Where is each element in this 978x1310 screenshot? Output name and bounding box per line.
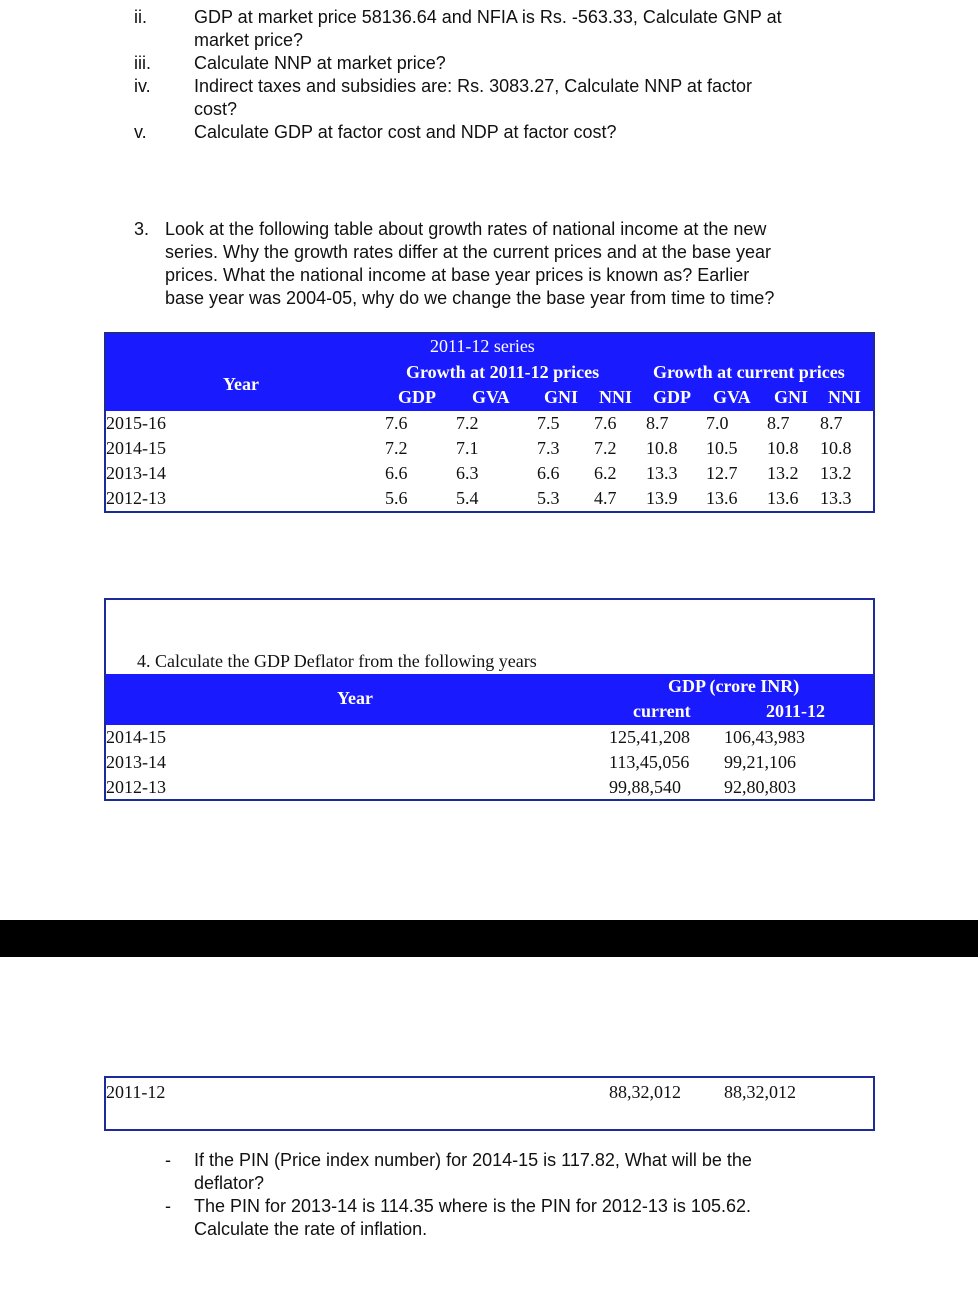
question-text: GDP at market price 58136.64 and NFIA is Rs. -563.33, Calculate GNP at (194, 7, 782, 27)
table-cell: 7.0 (706, 413, 729, 433)
table-cell: 13.6 (767, 488, 799, 508)
page-break-band (0, 920, 978, 957)
bullet-text: If the PIN (Price index number) for 2014-15 is 117.82, What will be the (194, 1150, 752, 1170)
table-cell: 7.6 (594, 413, 617, 433)
table-cell: 125,41,208 (609, 727, 690, 747)
question-number: v. (134, 122, 147, 142)
column-header: GVA (472, 387, 510, 407)
bullet-mark: - (165, 1196, 171, 1216)
question-4-title: 4. Calculate the GDP Deflator from the following years (137, 651, 537, 671)
bullet-mark: - (165, 1150, 171, 1170)
table-cell: 12.7 (706, 463, 738, 483)
table-cell: 7.2 (594, 438, 617, 458)
table-cell: 7.2 (456, 413, 479, 433)
row-year: 2014-15 (106, 438, 166, 458)
year-header: Year (223, 374, 259, 394)
table-cell: 92,80,803 (724, 777, 796, 797)
table-row (106, 1080, 873, 1105)
table-header (106, 674, 873, 725)
table-row (106, 725, 873, 750)
table-cell: 7.2 (385, 438, 408, 458)
question-number: iii. (134, 53, 151, 73)
column-header: GDP (653, 387, 691, 407)
table-cell: 5.3 (537, 488, 560, 508)
table-cell: 88,32,012 (609, 1082, 681, 1102)
column-header: GNI (544, 387, 579, 407)
row-year: 2015-16 (106, 413, 166, 433)
question-text: market price? (194, 30, 304, 50)
group-header-base-prices: Growth at 2011-12 prices (406, 362, 600, 382)
gdp-header: GDP (crore INR) (668, 676, 800, 696)
question-number: ii. (134, 7, 147, 27)
table-cell: 5.4 (456, 488, 479, 508)
table-cell: 88,32,012 (724, 1082, 796, 1102)
table-row (106, 775, 873, 800)
table-cell: 10.5 (706, 438, 738, 458)
column-header: NNI (828, 387, 862, 407)
table-cell: 13.3 (646, 463, 678, 483)
table-cell: 8.7 (820, 413, 843, 433)
question-text: Calculate GDP at factor cost and NDP at factor cost? (194, 122, 617, 142)
group-header-current-prices: Growth at current prices (653, 362, 845, 382)
table-header (106, 334, 873, 411)
table-row (106, 750, 873, 775)
series-title: 2011-12 series (430, 336, 535, 356)
table-cell: 13.6 (706, 488, 738, 508)
table-cell: 10.8 (646, 438, 678, 458)
table-cell: 6.3 (456, 463, 479, 483)
table-cell: 8.7 (646, 413, 669, 433)
table-cell: 7.5 (537, 413, 560, 433)
row-year: 2014-15 (106, 727, 166, 747)
table-row (106, 461, 873, 486)
table-row (106, 411, 873, 436)
question-text: series. Why the growth rates differ at the current prices and at the base year (165, 242, 771, 262)
column-header-base-year: 2011-12 (766, 701, 826, 721)
table-row (106, 486, 873, 511)
question-text: cost? (194, 99, 238, 119)
question-text: base year was 2004-05, why do we change the base year from time to time? (165, 288, 775, 308)
bullet-text: deflator? (194, 1173, 265, 1193)
row-year: 2013-14 (106, 752, 166, 772)
table-cell: 13.9 (646, 488, 678, 508)
column-header: NNI (599, 387, 633, 407)
gdp-deflator-table (104, 598, 875, 801)
table-cell: 13.2 (820, 463, 852, 483)
question-text: Calculate NNP at market price? (194, 53, 446, 73)
row-year: 2012-13 (106, 488, 166, 508)
table-cell: 10.8 (820, 438, 852, 458)
question-number: 3. (134, 219, 150, 239)
bullet-text: Calculate the rate of inflation. (194, 1219, 428, 1239)
column-header: GNI (774, 387, 809, 407)
year-header: Year (337, 688, 373, 708)
table-cell: 10.8 (767, 438, 799, 458)
column-header: GDP (398, 387, 436, 407)
table-cell: 99,88,540 (609, 777, 681, 797)
table-cell: 6.6 (385, 463, 408, 483)
table-cell: 99,21,106 (724, 752, 796, 772)
growth-rates-table (104, 332, 875, 513)
column-header-current: current (633, 701, 691, 721)
table-cell: 7.1 (456, 438, 479, 458)
table-cell: 5.6 (385, 488, 408, 508)
table-cell: 13.3 (820, 488, 852, 508)
row-year: 2012-13 (106, 777, 166, 797)
table-cell: 8.7 (767, 413, 790, 433)
table-cell: 7.6 (385, 413, 408, 433)
table-cell: 4.7 (594, 488, 617, 508)
table-row (106, 436, 873, 461)
question-number: iv. (134, 76, 151, 96)
table-cell: 6.2 (594, 463, 617, 483)
gdp-deflator-table-continued (104, 1076, 875, 1131)
table-cell: 106,43,983 (724, 727, 805, 747)
question-text: prices. What the national income at base year prices is known as? Earlier (165, 265, 750, 285)
row-year: 2011-12 (106, 1082, 166, 1102)
row-year: 2013-14 (106, 463, 166, 483)
question-text: Indirect taxes and subsidies are: Rs. 3083.27, Calculate NNP at factor (194, 76, 752, 96)
table-cell: 113,45,056 (609, 752, 690, 772)
table-cell: 13.2 (767, 463, 799, 483)
table-cell: 7.3 (537, 438, 560, 458)
bullet-text: The PIN for 2013-14 is 114.35 where is the PIN for 2012-13 is 105.62. (194, 1196, 751, 1216)
column-header: GVA (713, 387, 751, 407)
table-cell: 6.6 (537, 463, 560, 483)
question-text: Look at the following table about growth rates of national income at the new (165, 219, 767, 239)
